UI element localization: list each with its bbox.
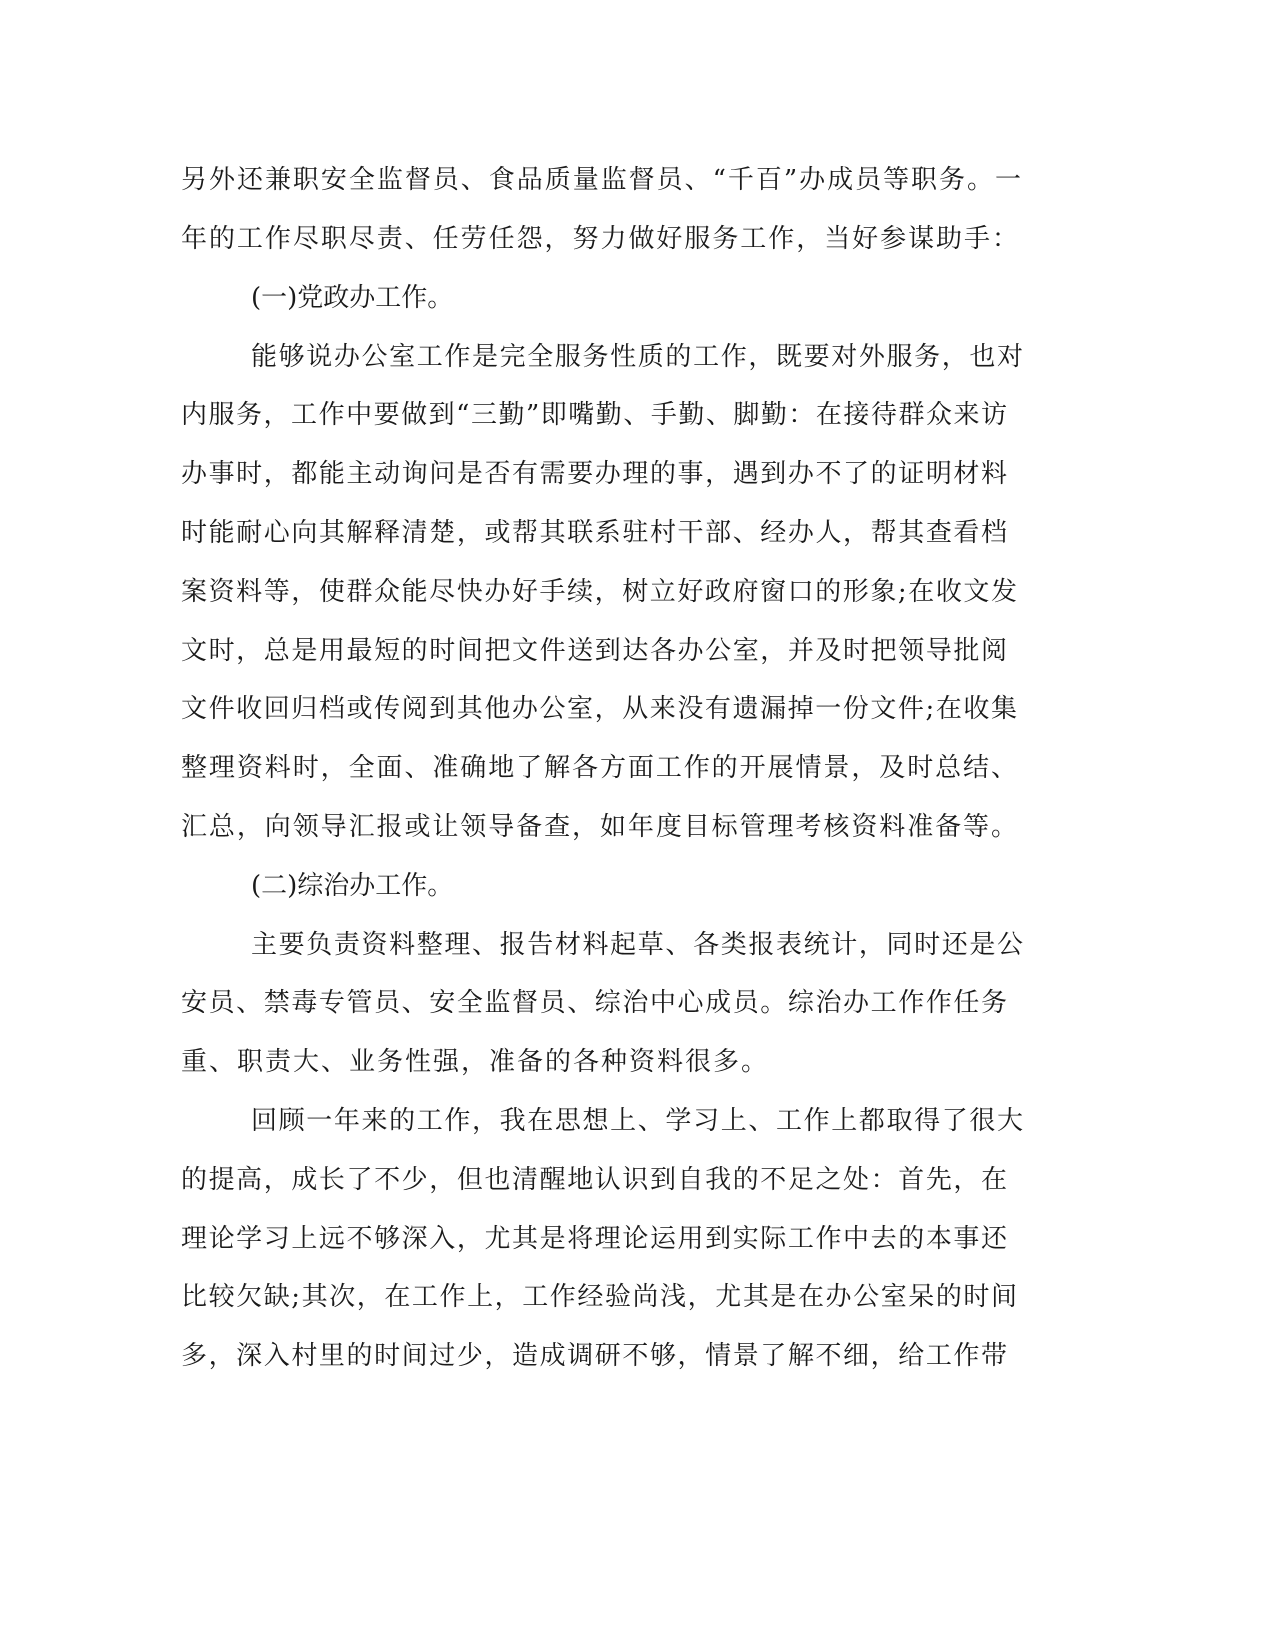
text-line-1: 另外还兼职安全监督员、食品质量监督员、“千百”办成员等职务。一: [181, 165, 1021, 195]
text-line-21: 多，深入村里的时间过少，造成调研不够，情景了解不细，给工作带: [181, 1341, 1007, 1371]
text-line-12: 汇总，向领导汇报或让领导备查，如年度目标管理考核资料准备等。: [181, 812, 1017, 842]
text-line-10: 文件收回归档或传阅到其他办公室，从来没有遗漏掉一份文件;在收集: [181, 694, 1017, 724]
text-line-5: 内服务，工作中要做到“三勤”即嘴勤、手勤、脚勤：在接待群众来访: [181, 400, 1007, 430]
text-line-15: 安员、禁毒专管员、安全监督员、综治中心成员。综治办工作作任务: [181, 988, 1007, 1018]
text-line-14: 主要负责资料整理、报告材料起草、各类报表统计，同时还是公: [251, 930, 1023, 960]
text-line-4: 能够说办公室工作是完全服务性质的工作，既要对外服务，也对: [251, 342, 1023, 372]
section-heading-2: (二)综治办工作。: [251, 871, 454, 901]
text-line-18: 的提高，成长了不少，但也清醒地认识到自我的不足之处：首先，在: [181, 1165, 1007, 1195]
text-line-17: 回顾一年来的工作，我在思想上、学习上、工作上都取得了很大: [251, 1106, 1023, 1136]
text-line-9: 文时，总是用最短的时间把文件送到达各办公室，并及时把领导批阅: [181, 636, 1007, 666]
text-line-7: 时能耐心向其解释清楚，或帮其联系驻村干部、经办人，帮其查看档: [181, 518, 1007, 548]
text-line-2: 年的工作尽职尽责、任劳任怨，努力做好服务工作，当好参谋助手：: [181, 224, 1018, 254]
section-heading-1: (一)党政办工作。: [251, 283, 454, 313]
text-line-6: 办事时，都能主动询问是否有需要办理的事，遇到办不了的证明材料: [181, 459, 1007, 489]
text-line-19: 理论学习上远不够深入，尤其是将理论运用到实际工作中去的本事还: [181, 1224, 1007, 1254]
text-line-20: 比较欠缺;其次，在工作上，工作经验尚浅，尤其是在办公室呆的时间: [181, 1282, 1017, 1312]
text-line-8: 案资料等，使群众能尽快办好手续，树立好政府窗口的形象;在收文发: [181, 577, 1017, 607]
text-line-11: 整理资料时，全面、准确地了解各方面工作的开展情景，及时总结、: [181, 753, 1017, 783]
text-line-16: 重、职责大、业务性强，准备的各种资料很多。: [181, 1047, 770, 1077]
